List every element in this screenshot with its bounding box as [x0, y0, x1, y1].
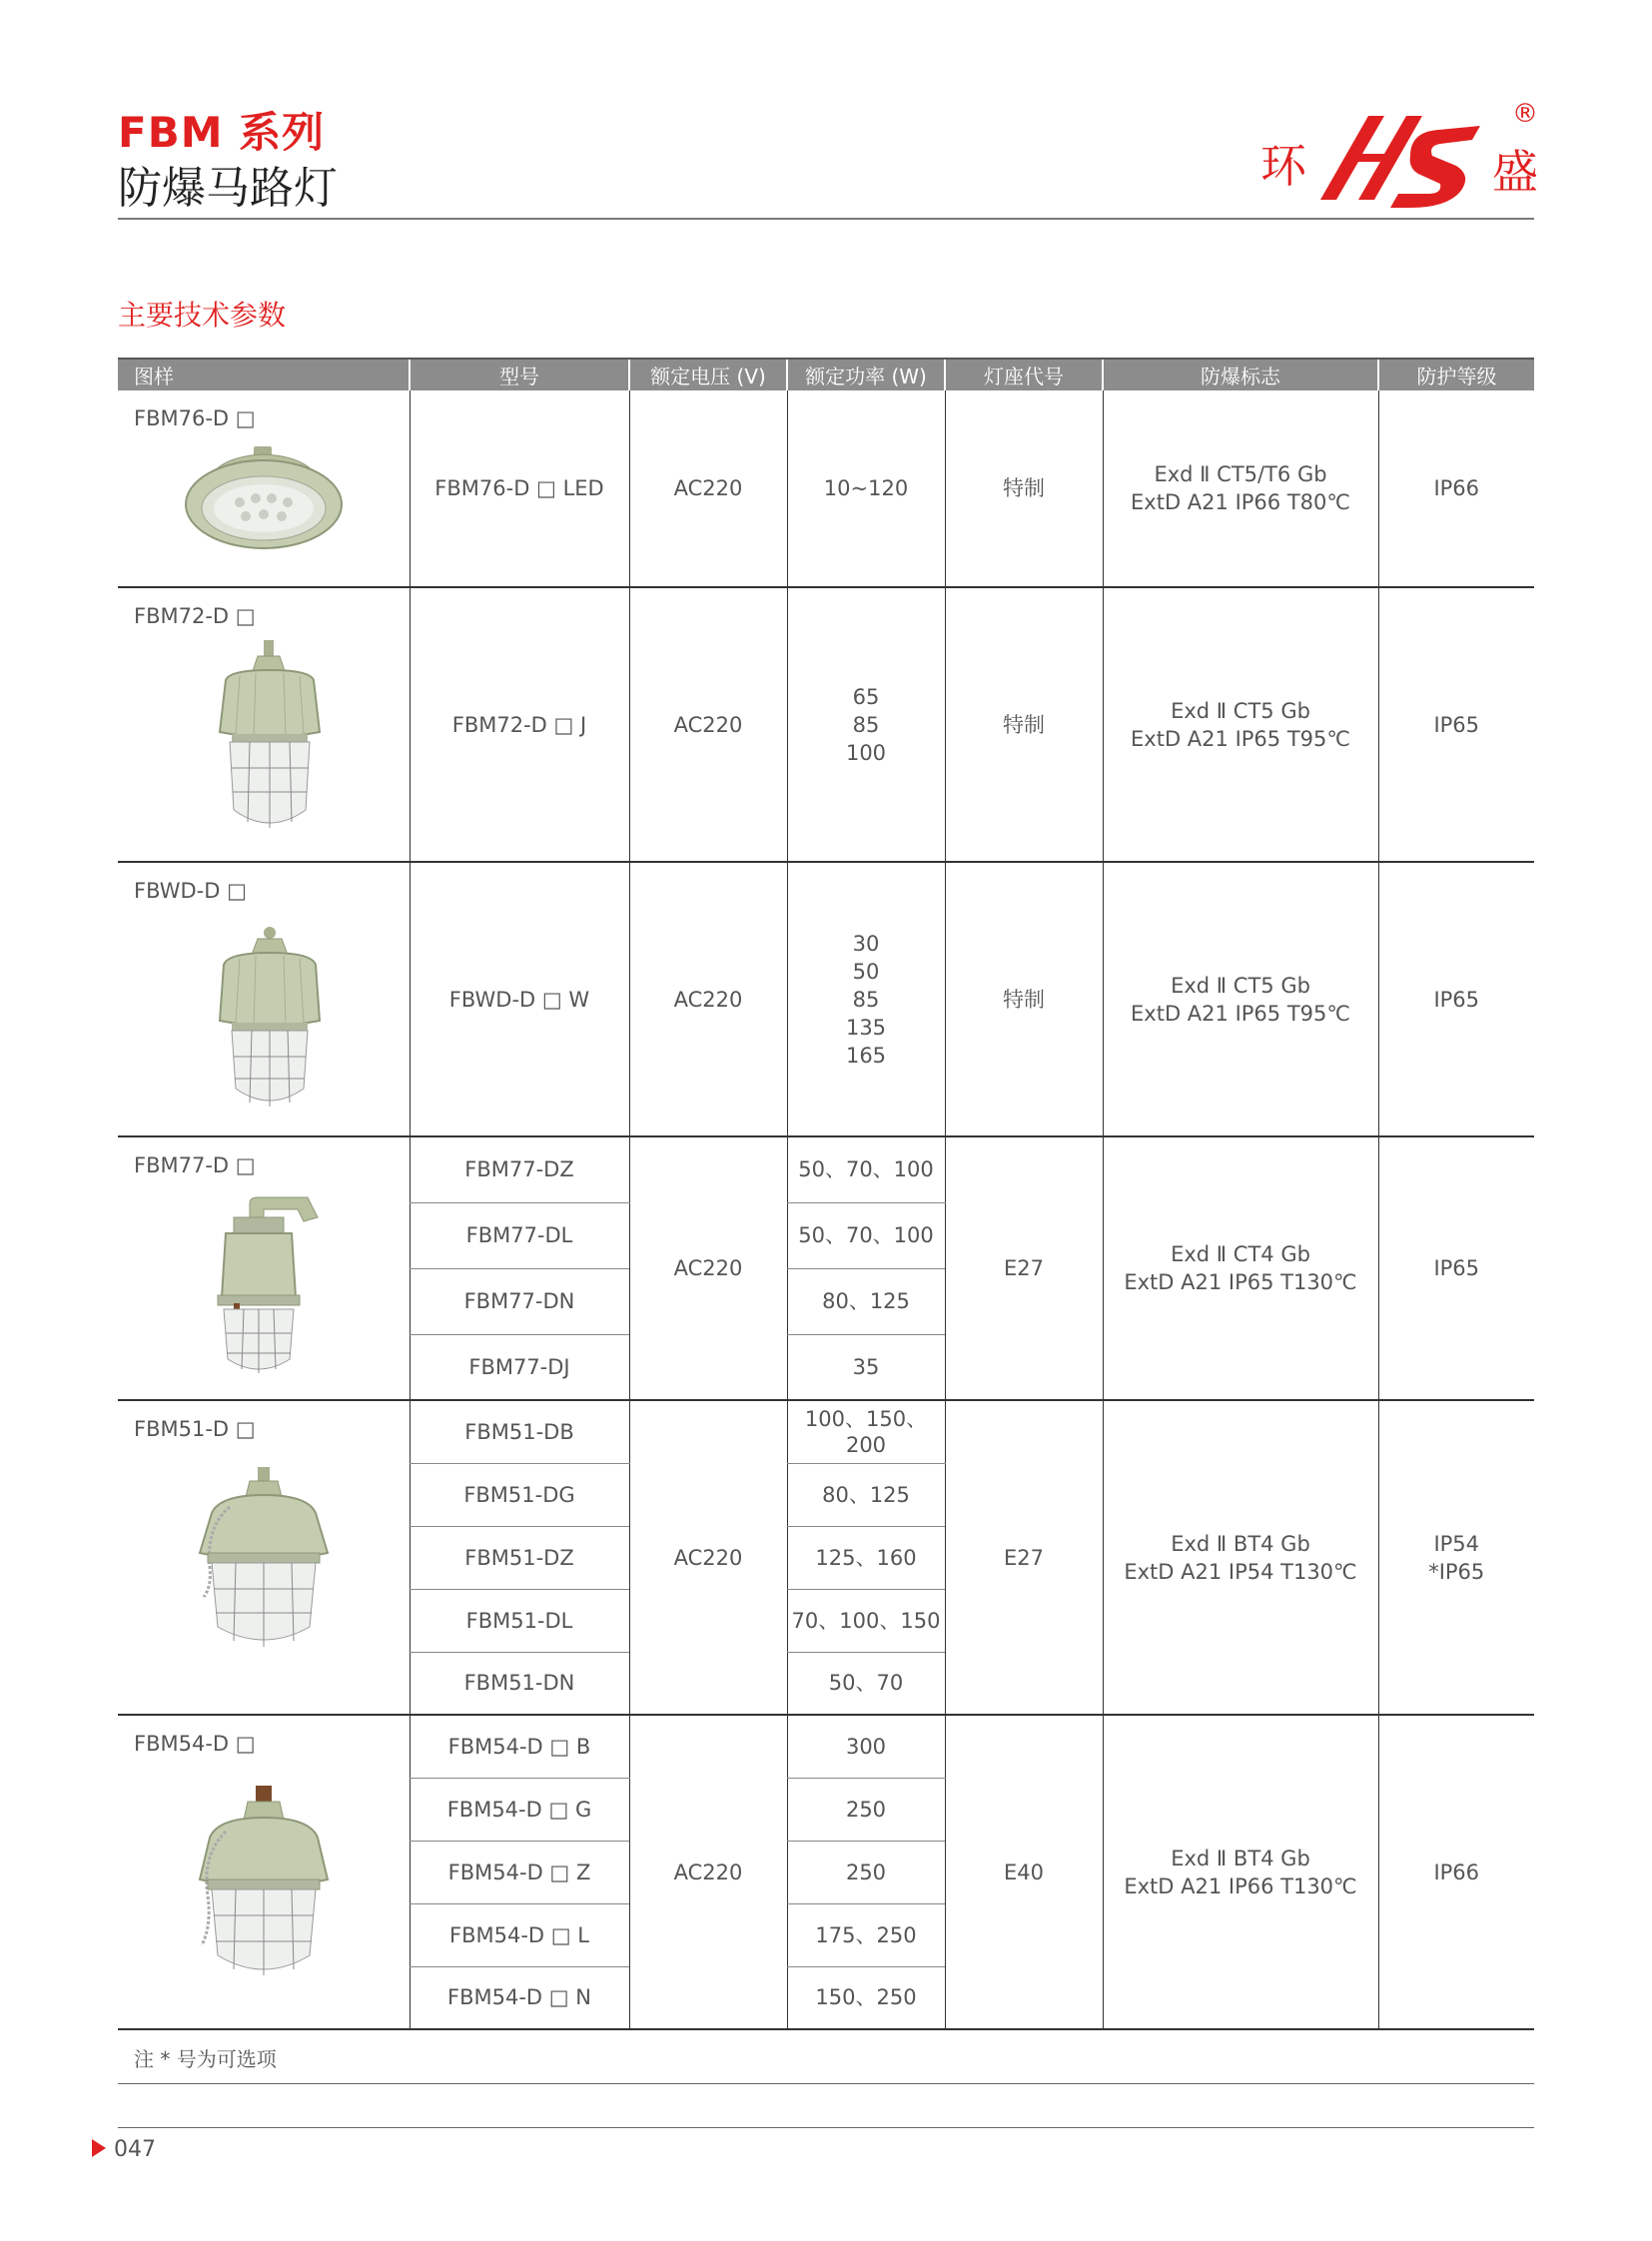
model-cell: FBM51-DL [410, 1589, 629, 1652]
svg-text:环: 环 [1260, 139, 1306, 193]
col-header-ex-mark: 防爆标志 [1103, 359, 1378, 390]
model-cell: FBM54-D □ G [410, 1778, 629, 1841]
socket-cell: E27 [945, 1400, 1103, 1715]
chain-caged-lamp-icon [190, 1786, 340, 1995]
model-cell: FBM77-DZ [410, 1136, 629, 1202]
header-divider [118, 218, 1534, 220]
power-cell: 10~120 [787, 390, 945, 587]
product-title: 防爆马路灯 [118, 163, 338, 214]
model-cell: FBM51-DB [410, 1400, 629, 1463]
power-cell: 250 [787, 1778, 945, 1841]
power-cell: 300 [787, 1715, 945, 1778]
table-row [118, 587, 1534, 862]
ip-cell: IP65 [1378, 587, 1534, 862]
model-cell: FBM54-D □ B [410, 1715, 629, 1778]
power-cell: 150、250 [787, 1966, 945, 2029]
brand-logo [1260, 96, 1550, 216]
table-row [118, 862, 1534, 1136]
table-row [118, 1400, 1534, 1463]
power-cell: 35 [787, 1334, 945, 1400]
image-cell [118, 1715, 410, 2029]
footer-divider [118, 2127, 1534, 2128]
model-cell: FBM76-D □ LED [410, 390, 629, 587]
table-header-row [118, 359, 1534, 390]
ip-cell: IP66 [1378, 1715, 1534, 2029]
model-cell: FBM54-D □ L [410, 1903, 629, 1966]
round-led-floodlight-icon [180, 442, 350, 562]
power-cell: 50、70、100 [787, 1136, 945, 1202]
power-cell: 80、125 [787, 1463, 945, 1526]
model-cell: FBM51-DN [410, 1652, 629, 1715]
image-cell [118, 390, 410, 587]
ex-mark-cell: Exd Ⅱ CT5/T6 Gb ExtD A21 IP66 T80℃ [1103, 390, 1378, 587]
socket-cell: 特制 [945, 587, 1103, 862]
voltage-cell: AC220 [629, 862, 787, 1136]
group-label: FBM76-D □ [134, 406, 256, 430]
group-label: FBM51-D □ [134, 1417, 256, 1441]
page-number [92, 2137, 156, 2162]
model-cell: FBM51-DG [410, 1463, 629, 1526]
voltage-cell: AC220 [629, 587, 787, 862]
power-cell: 30 50 85 135 165 [787, 862, 945, 1136]
socket-cell: E27 [945, 1136, 1103, 1400]
socket-cell: E40 [945, 1715, 1103, 2029]
power-cell: 175、250 [787, 1903, 945, 1966]
svg-text:®: ® [1512, 99, 1538, 129]
ex-mark-cell: Exd Ⅱ CT5 Gb ExtD A21 IP65 T95℃ [1103, 587, 1378, 862]
image-cell [118, 1136, 410, 1400]
ex-mark-cell: Exd Ⅱ CT4 Gb ExtD A21 IP65 T130℃ [1103, 1136, 1378, 1400]
power-cell: 250 [787, 1841, 945, 1903]
model-cell: FBM77-DJ [410, 1334, 629, 1400]
power-cell: 50、70、100 [787, 1202, 945, 1268]
col-header-image: 图样 [118, 359, 410, 390]
power-cell: 50、70 [787, 1652, 945, 1715]
chain-caged-lamp-icon [190, 1467, 340, 1667]
ip-cell: IP66 [1378, 390, 1534, 587]
ex-mark-cell: Exd Ⅱ CT5 Gb ExtD A21 IP65 T95℃ [1103, 862, 1378, 1136]
series-title: FBM 系列 [118, 108, 326, 157]
model-cell: FBM77-DL [410, 1202, 629, 1268]
power-cell: 80、125 [787, 1268, 945, 1334]
model-cell: FBM54-D □ Z [410, 1841, 629, 1903]
table-row [118, 1715, 1534, 1778]
voltage-cell: AC220 [629, 1715, 787, 2029]
model-cell: FBWD-D □ W [410, 862, 629, 1136]
model-cell: FBM54-D □ N [410, 1966, 629, 2029]
image-cell [118, 862, 410, 1136]
triangle-marker-icon [92, 2139, 106, 2157]
spec-table [118, 358, 1534, 2030]
ex-mark-cell: Exd Ⅱ BT4 Gb ExtD A21 IP66 T130℃ [1103, 1715, 1378, 2029]
group-label: FBWD-D □ [134, 879, 247, 903]
power-cell: 100、150、 200 [787, 1400, 945, 1463]
model-cell: FBM51-DZ [410, 1526, 629, 1589]
power-cell: 65 85 100 [787, 587, 945, 862]
table-row [118, 1136, 1534, 1202]
section-title: 主要技术参数 [118, 299, 287, 332]
group-label: FBM72-D □ [134, 604, 256, 628]
ex-mark-cell: Exd Ⅱ BT4 Gb ExtD A21 IP54 T130℃ [1103, 1400, 1378, 1715]
voltage-cell: AC220 [629, 1136, 787, 1400]
col-header-voltage: 额定电压 (V) [629, 359, 787, 390]
model-cell: FBM72-D □ J [410, 587, 629, 862]
socket-cell: 特制 [945, 862, 1103, 1136]
image-cell [118, 1400, 410, 1715]
group-label: FBM54-D □ [134, 1732, 256, 1756]
footnote-divider [118, 2083, 1534, 2084]
image-cell [118, 587, 410, 862]
voltage-cell: AC220 [629, 390, 787, 587]
ip-cell: IP65 [1378, 862, 1534, 1136]
footnote: 注 * 号为可选项 [134, 2047, 277, 2071]
power-cell: 70、100、150 [787, 1589, 945, 1652]
col-header-socket: 灯座代号 [945, 359, 1103, 390]
col-header-power: 额定功率 (W) [787, 359, 945, 390]
svg-text:盛: 盛 [1492, 145, 1538, 199]
model-cell: FBM77-DN [410, 1268, 629, 1334]
col-header-ip: 防护等级 [1378, 359, 1534, 390]
bracket-caged-lamp-icon [200, 1193, 340, 1393]
socket-cell: 特制 [945, 390, 1103, 587]
group-label: FBM77-D □ [134, 1153, 256, 1177]
power-cell: 125、160 [787, 1526, 945, 1589]
col-header-model: 型号 [410, 359, 629, 390]
table-row [118, 390, 1534, 587]
page-number-text: 047 [114, 2137, 156, 2162]
ip-cell: IP65 [1378, 1136, 1534, 1400]
ip-cell: IP54 *IP65 [1378, 1400, 1534, 1715]
caged-pendant-lamp-icon [210, 640, 330, 840]
caged-pendant-lamp-icon [210, 925, 330, 1124]
voltage-cell: AC220 [629, 1400, 787, 1715]
